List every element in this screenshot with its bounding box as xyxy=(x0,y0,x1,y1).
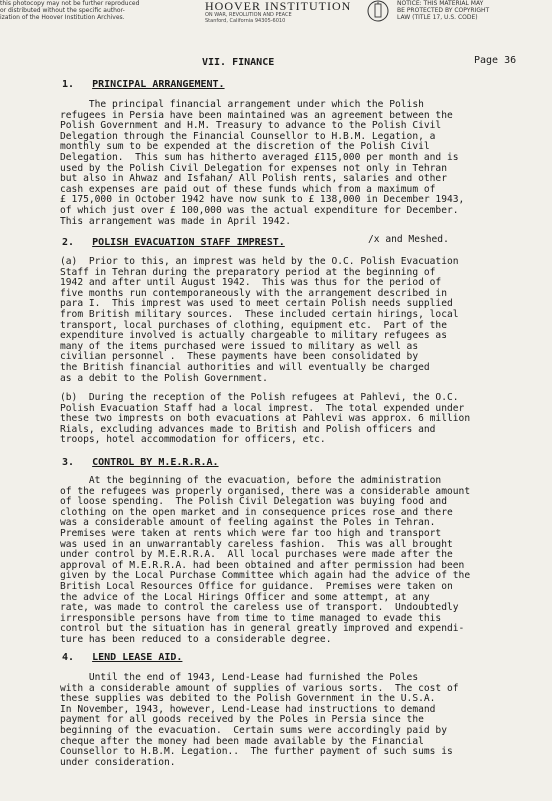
chapter-title: VII. FINANCE xyxy=(202,57,275,68)
text-line: Delegation through the Financial Counsellor to H.B.M. Legation, a xyxy=(60,130,436,142)
text-line: refugees in Persia have been maintained was an agreement between the xyxy=(60,109,453,121)
section-heading xyxy=(62,237,285,248)
text-line: expenditure involved is actually chargeable to military refugees as xyxy=(60,330,447,342)
reproduction-notice-line: this photocopy may not be further reproduced xyxy=(0,0,140,7)
text-line: was used in an unwarrantably careless fashion. This was all brought xyxy=(60,538,453,550)
text-line: Premises were taken at rents which were far too high and transport xyxy=(60,527,442,539)
section-number: 2. xyxy=(62,237,75,248)
text-line: cash expenses are paid out of these funds which from a maximum of xyxy=(60,183,436,195)
text-line: civilian personnel . These payments have been consolidated by xyxy=(60,351,419,363)
section-heading xyxy=(62,457,219,468)
reproduction-notice-line: or distributed without the specific author- xyxy=(0,7,125,14)
text-line: troops, hotel accommodation for officers, etc. xyxy=(60,434,326,446)
text-line: of loose spending. The Polish Civil Delegation was buying food and xyxy=(60,496,447,508)
text-line: Delegation. This sum has hitherto averaged £115,000 per month and is xyxy=(60,151,459,163)
text-line: of the refugees was properly organised, there was a considerable amount xyxy=(60,485,471,497)
text-line: Until the end of 1943, Lend-Lease had furnished the Poles xyxy=(60,672,419,683)
text-line: para I. This imprest was used to meet certain Polish needs supplied xyxy=(60,298,453,310)
text-line: many of the items purchased were issued to military as well as xyxy=(60,340,419,352)
text-line: irresponsible persons have from time to time managed to evade this xyxy=(60,612,442,624)
text-line: This arrangement was made in April 1942. xyxy=(60,215,292,227)
text-line: ture has been reduced to a considerable degree. xyxy=(60,633,332,645)
text-line: clothing on the open market and in consequence prices rose and there xyxy=(60,506,453,518)
text-line: the advice of the Local Hirings Officer and some attempt, at any xyxy=(60,591,430,603)
reproduction-notice-line: ization of the Hoover Institution Archives. xyxy=(0,14,125,21)
text-line: given by the Local Purchase Committee which again had the advice of the xyxy=(60,570,471,582)
text-line: Polish Government and H.M. Treasury to advance to the Polish Civil xyxy=(60,120,442,132)
page-number: Page 36 xyxy=(474,55,517,66)
text-line: beginning of the evacuation. Certain sums were accordingly paid by xyxy=(60,724,447,736)
text-line: transport, local purchases of clothing, equipment etc. Part of the xyxy=(60,319,447,331)
section-number: 3. xyxy=(62,457,75,468)
text-line: rate, was made to control the careless use of transport. Undoubtedly xyxy=(60,602,459,614)
text-line: The principal financial arrangement under which the Polish xyxy=(60,99,424,110)
text-line: (b) During the reception of the Polish refugees at Pahlevi, the O.C. xyxy=(60,392,459,403)
copyright-notice xyxy=(397,0,527,21)
section-title: POLISH EVACUATION STAFF IMPREST. xyxy=(92,237,285,248)
section-title: CONTROL BY M.E.R.R.A. xyxy=(92,457,219,468)
section-title: LEND LEASE AID. xyxy=(92,652,183,663)
text-line: these two imprests on both evacuations at Pahlevi was approx. 6 million xyxy=(60,413,471,425)
text-line: cheque after the money had been made available by the Financial xyxy=(60,735,424,747)
copyright-notice-line: LAW (TITLE 17, U.S. CODE) xyxy=(397,14,478,21)
text-line: In November, 1943, however, Lend-Lease had instructions to demand xyxy=(60,703,436,715)
text-line: monthly sum to be expended at the discretion of the Polish Civil xyxy=(60,141,430,153)
section-title: PRINCIPAL ARRANGEMENT. xyxy=(92,79,225,90)
section-number: 1. xyxy=(62,79,75,90)
hoover-seal-icon xyxy=(366,0,390,22)
text-line: Rials, excluding advances made to British and Polish officers and xyxy=(60,423,436,435)
text-line: payment for all goods received by the Poles in Persia since the xyxy=(60,714,424,726)
text-line: £ 175,000 in October 1942 have now sunk to £ 138,000 in December 1943, xyxy=(60,194,465,206)
text-line: used by the Polish Civil Delegation for expenses not only in Tehran xyxy=(60,162,447,174)
text-line: 1942 and after until August 1942. This was thus for the period of xyxy=(60,277,442,289)
text-line: from British military sources. These included certain hirings, local xyxy=(60,308,459,320)
text-line: At the beginning of the evacuation, before the administration xyxy=(60,475,442,486)
copyright-notice-line: NOTICE: THIS MATERIAL MAY xyxy=(397,0,484,7)
text-line: these supplies was debited to the Polish Government in the U.S.A. xyxy=(60,693,436,705)
text-line: (a) Prior to this, an imprest was held by the O.C. Polish Evacuation xyxy=(60,256,459,267)
reproduction-notice xyxy=(0,0,150,21)
section-heading xyxy=(62,652,182,663)
text-line: British Local Resources Office for guidance. Premises were taken on xyxy=(60,580,453,592)
text-line: control but the situation has in general greatly improved and expendi- xyxy=(60,623,465,635)
text-line: the British financial authorities and will eventually be charged xyxy=(60,361,430,373)
text-line: was a considerable amount of feeling against the Poles in Tehran. xyxy=(60,517,436,529)
section-number: 4. xyxy=(62,652,75,663)
text-line: under control by M.E.R.R.A. All local purchases were made after the xyxy=(60,549,453,561)
section-paragraph xyxy=(60,476,470,646)
text-line: Counsellor to H.B.M. Legation.. The further payment of such sums is xyxy=(60,746,453,758)
text-line: with a considerable amount of supplies of various sorts. The cost of xyxy=(60,682,459,694)
text-line: but also in Ahwaz and Isfahan/ All Polish rents, salaries and other xyxy=(60,173,447,185)
institution-address: Stanford, California 94305-6010 xyxy=(205,18,286,24)
institution-subtitle: ON WAR, REVOLUTION AND PEACE xyxy=(205,12,292,18)
margin-note: /x and Meshed. xyxy=(368,234,449,245)
section-heading xyxy=(62,79,225,90)
institution-header xyxy=(205,0,375,24)
text-line: Staff in Tehran during the preparatory period at the beginning of xyxy=(60,266,436,278)
section-paragraph xyxy=(60,673,459,768)
institution-name: HOOVER INSTITUTION xyxy=(205,0,352,13)
copyright-notice-line: BE PROTECTED BY COPYRIGHT xyxy=(397,7,490,14)
text-line: of which just over £ 100,000 was the actual expenditure for December. xyxy=(60,204,459,216)
text-line: as a debit to the Polish Government. xyxy=(60,372,268,384)
text-line: five months run contemporaneously with the arrangement described in xyxy=(60,287,447,299)
section-paragraph xyxy=(60,393,470,446)
text-line: approval of M.E.R.R.A. had been obtained and after permission had been xyxy=(60,559,465,571)
text-line: Polish Evacuation Staff had a local imprest. The total expended under xyxy=(60,402,465,414)
text-line: under consideration. xyxy=(60,756,176,768)
section-paragraph xyxy=(60,257,459,384)
section-paragraph xyxy=(60,100,464,227)
